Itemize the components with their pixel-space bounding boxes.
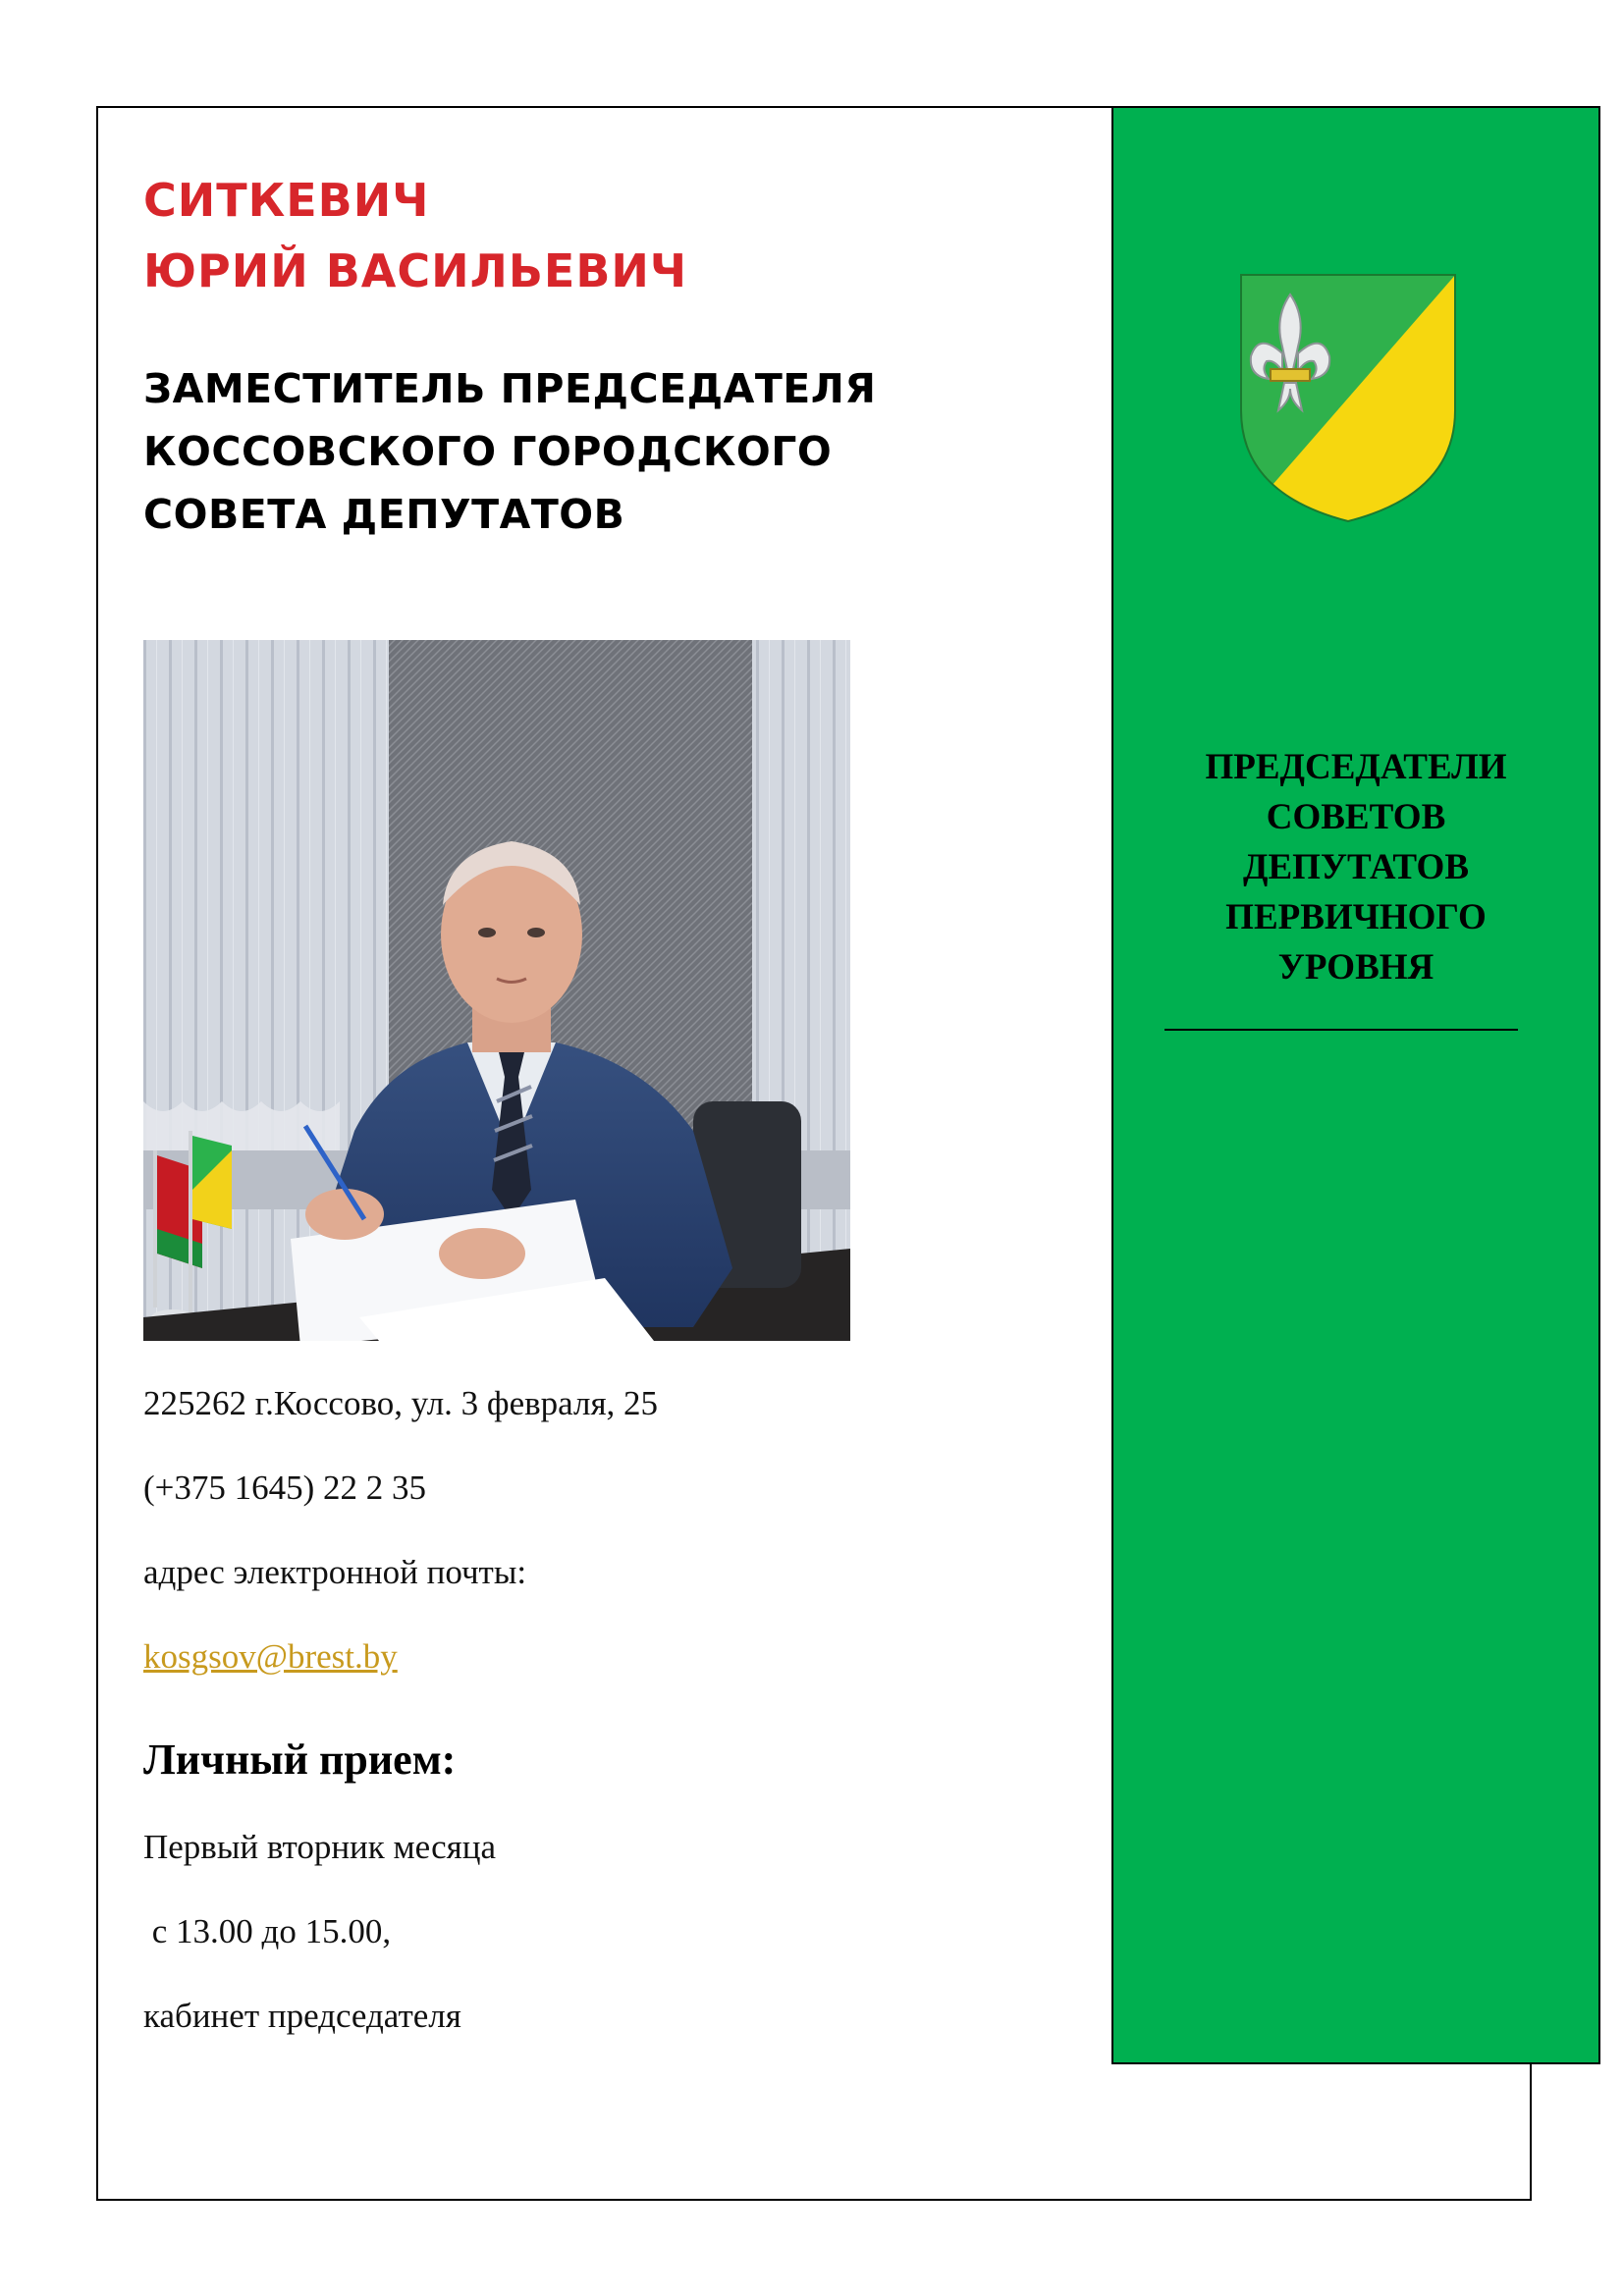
email-label: адрес электронной почты: <box>143 1553 527 1591</box>
sidebar-title-line: ПЕРВИЧНОГО <box>1225 897 1487 937</box>
person-position <box>143 357 876 546</box>
position-line: КОССОВСКОГО ГОРОДСКОГО <box>143 428 833 475</box>
given-names: ЮРИЙ ВАСИЛЬЕВИЧ <box>143 244 688 297</box>
phone: (+375 1645) 22 2 35 <box>143 1468 427 1507</box>
reception-place: кабинет председателя <box>143 1997 461 2035</box>
position-line: ЗАМЕСТИТЕЛЬ ПРЕДСЕДАТЕЛЯ <box>143 365 877 412</box>
reception-time: с 13.00 до 15.00, <box>143 1912 392 1950</box>
sidebar-title-line: ПРЕДСЕДАТЕЛИ <box>1205 747 1507 787</box>
surname: СИТКЕВИЧ <box>143 174 430 227</box>
position-line: СОВЕТА ДЕПУТАТОВ <box>143 491 625 538</box>
address: 225262 г.Коссово, ул. 3 февраля, 25 <box>143 1384 659 1422</box>
reception-day: Первый вторник месяца <box>143 1828 496 1866</box>
sidebar-title-line: СОВЕТОВ <box>1266 797 1446 837</box>
reception-title: Личный прием: <box>143 1735 457 1784</box>
coat-of-arms-icon <box>1239 273 1457 523</box>
person-name <box>143 165 687 306</box>
sidebar-title-line: ДЕПУТАТОВ <box>1242 847 1470 887</box>
email-link[interactable]: kosgsov@brest.by <box>143 1637 398 1676</box>
sidebar-title <box>1113 742 1598 992</box>
portrait-photo <box>143 640 850 1341</box>
sidebar <box>1111 106 1600 2064</box>
sidebar-divider <box>1164 1029 1518 1031</box>
sidebar-title-line: УРОВНЯ <box>1277 947 1435 988</box>
email-line <box>143 1637 398 1677</box>
